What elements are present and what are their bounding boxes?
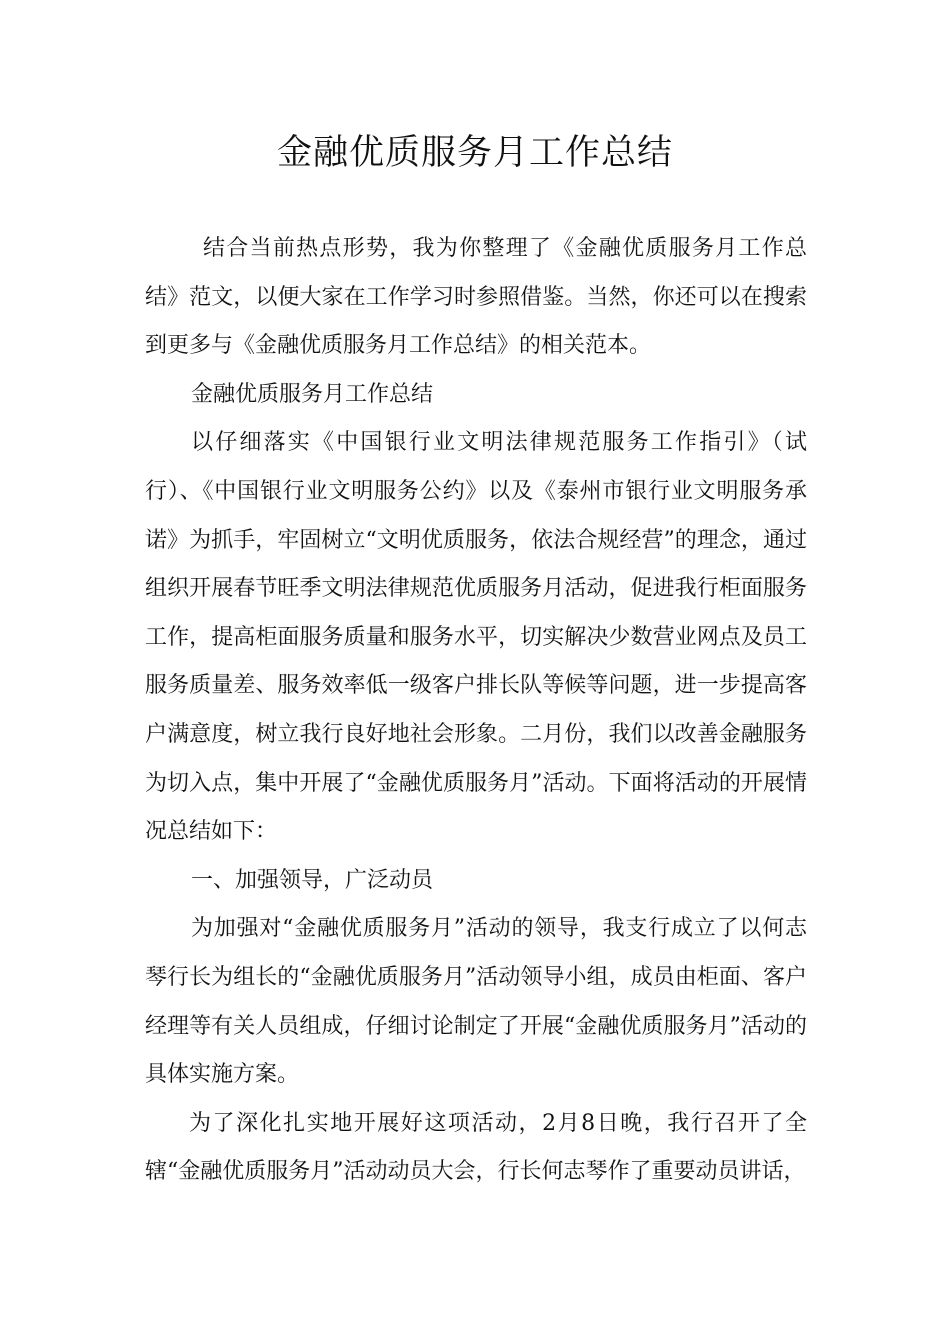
overview-paragraph: 以仔细落实《中国银行业文明法律规范服务工作指引》（试行）、《中国银行业文明服务公约》以及《泰州市银行业文明服务承诺》为抓手，牢固树立“文明优质服务，依法合规经营”的理念，通过组织开展春节旺季文明法律规范优质服务月活动，促进我行柜面服务工作，提高柜面服务质量和服务水平，切实解决少数营业网点及员工服务质量差、服务效率低一级客户排长队等候等问题，进一步提高客户满意度，树立我行良好地社会形象。二月份，我们以改善金融服务为切入点，集中开展了“金融优质服务月”活动。下面将活动的开展情况总结如下： (145, 430, 807, 845)
document-title: 金融优质服务月工作总结 (276, 133, 673, 173)
document-body (145, 225, 807, 1197)
subtitle-paragraph: 金融优质服务月工作总结 (191, 381, 434, 407)
mobilization-paragraph: 为了深化扎实地开展好这项活动，2月8日晚，我行召开了全辖“金融优质服务月”活动动员大会，行长何志琴作了重要动员讲话， (145, 1110, 807, 1185)
intro-paragraph: 结合当前热点形势，我为你整理了《金融优质服务月工作总结》范文，以便大家在工作学习时参照借鉴。当然，你还可以在搜索到更多与《金融优质服务月工作总结》的相关范本。 (145, 236, 807, 359)
section-heading: 一、加强领导，广泛动员 (191, 867, 434, 893)
leadership-paragraph: 为加强对“金融优质服务月”活动的领导，我支行成立了以何志琴行长为组长的“金融优质服务月”活动领导小组，成员由柜面、客户经理等有关人员组成，仔细讨论制定了开展“金融优质服务月”活动的具体实施方案。 (145, 916, 807, 1088)
